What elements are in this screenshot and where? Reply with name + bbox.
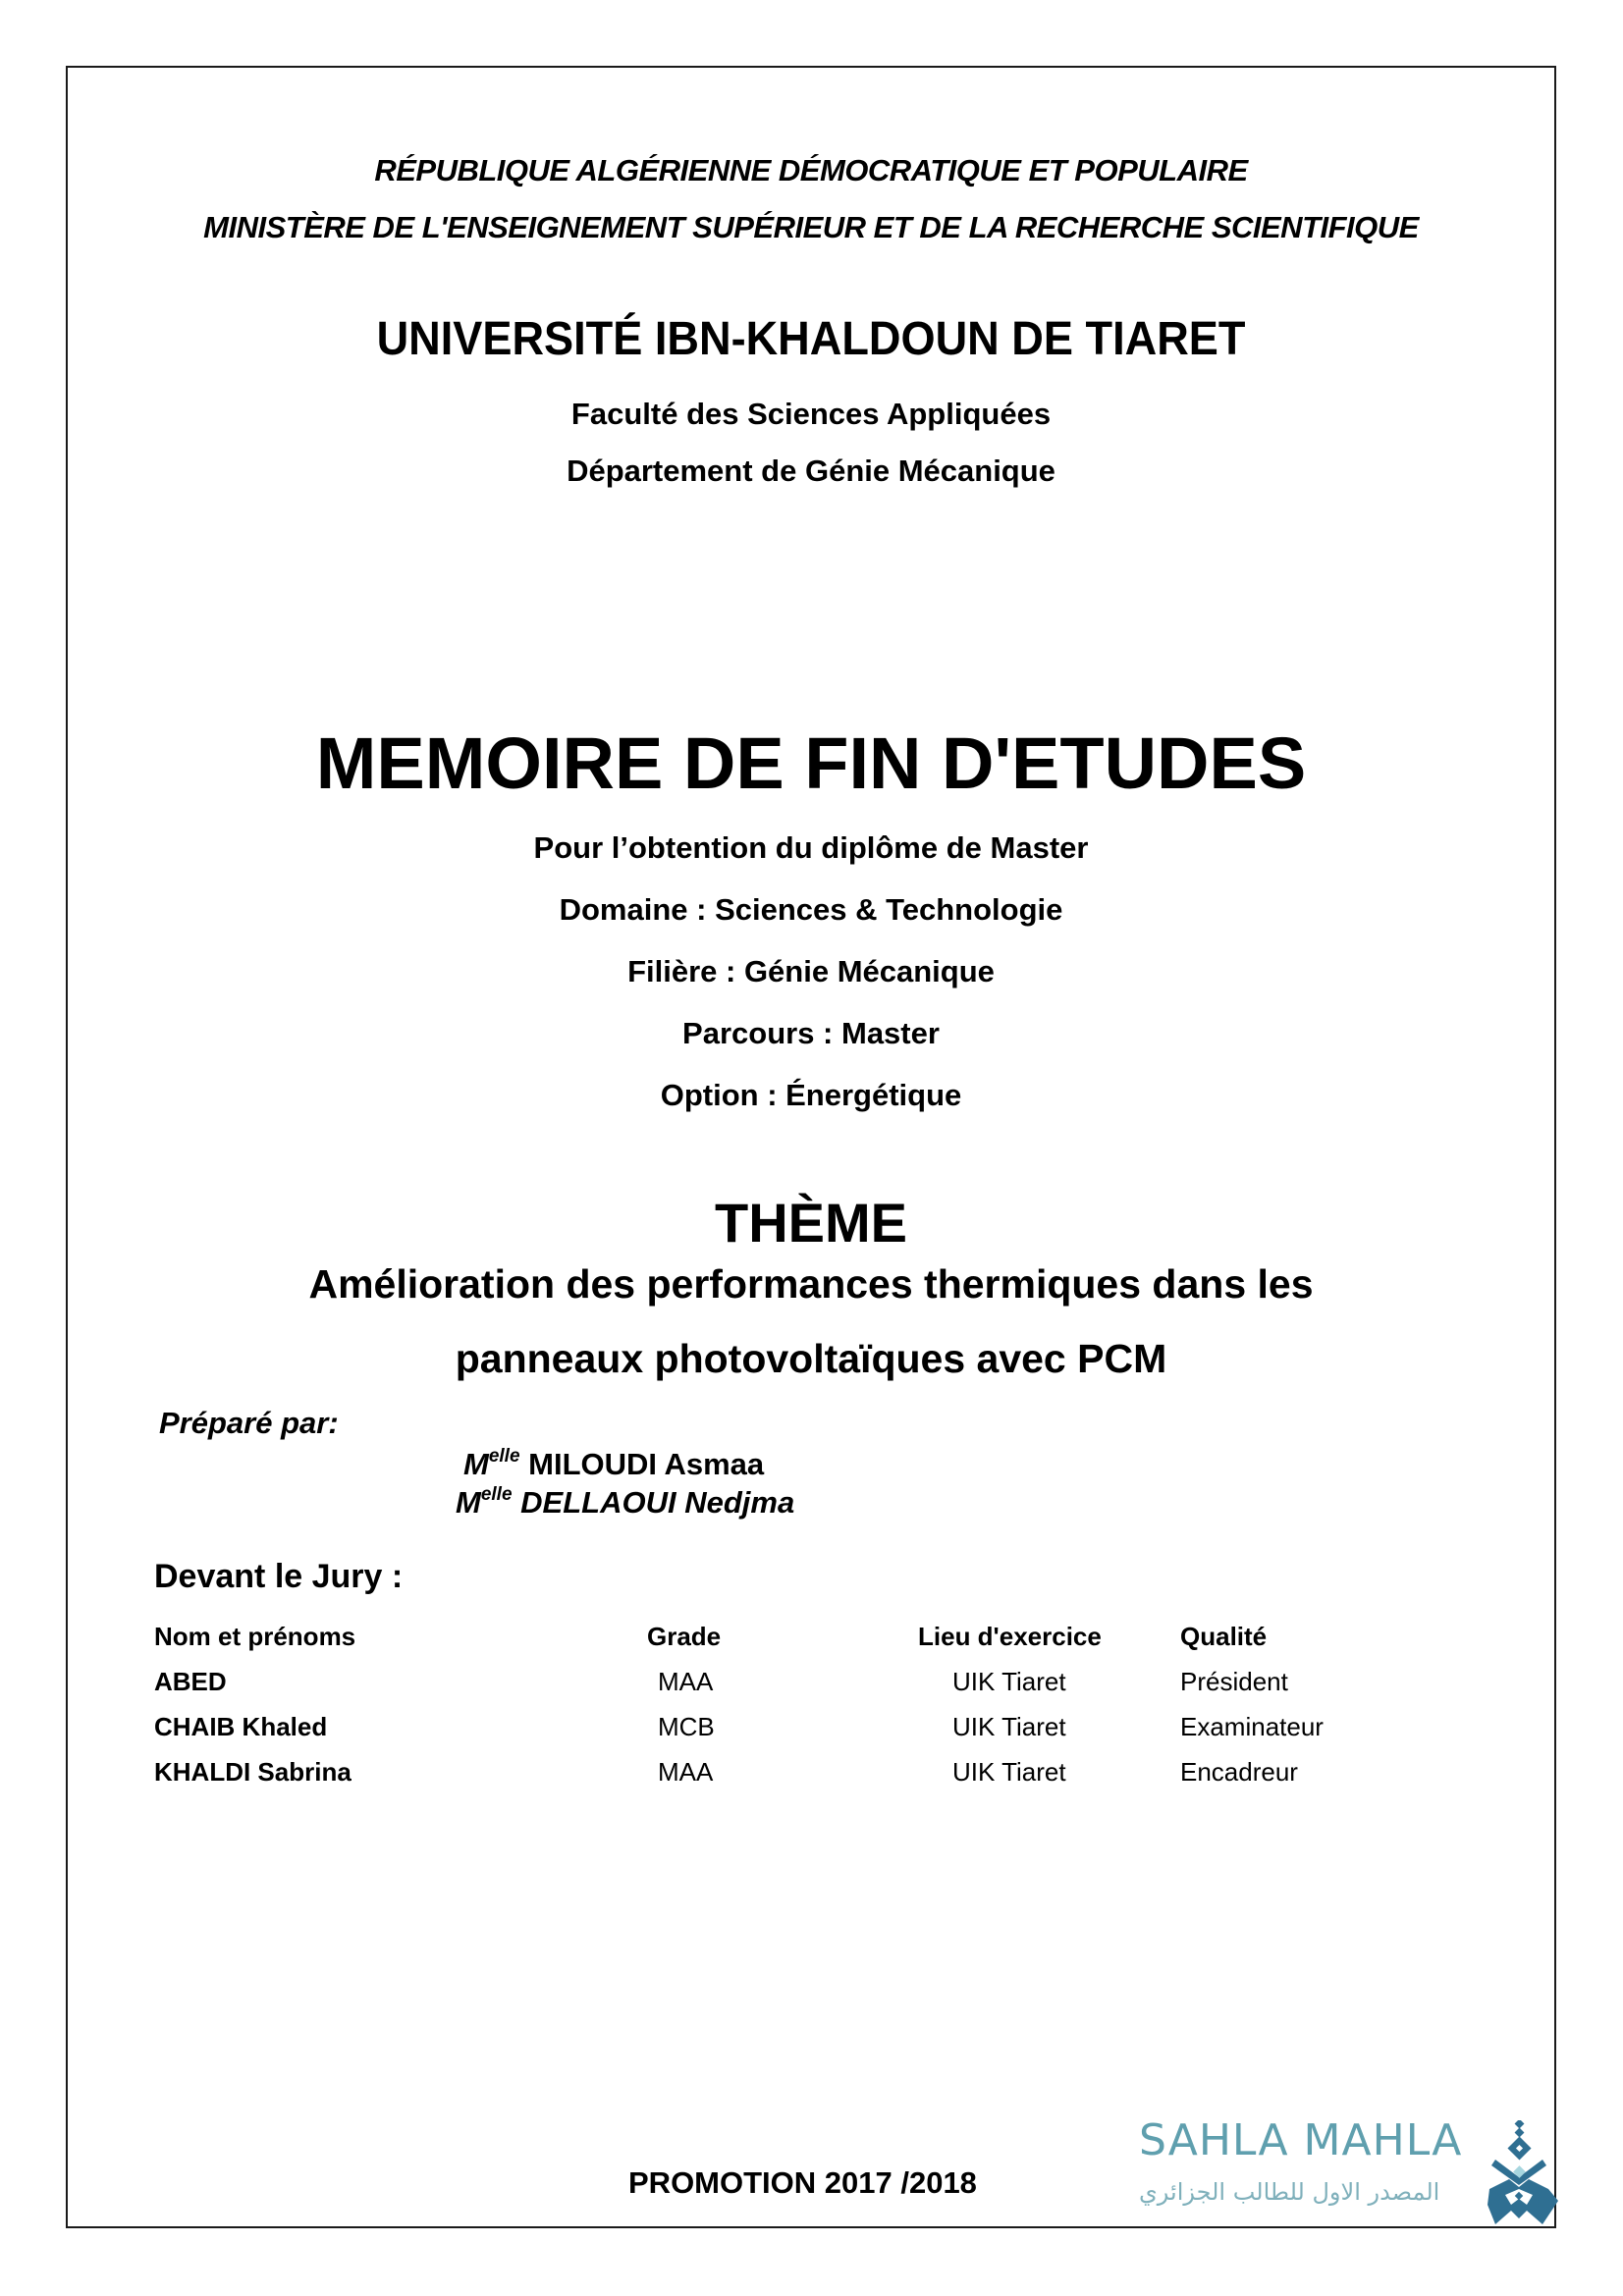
- jury-row-3-name: KHALDI Sabrina: [154, 1757, 352, 1787]
- option-line: Option : Énergétique: [660, 1078, 962, 1112]
- column-header-role: Qualité: [1180, 1622, 1268, 1651]
- column-header-name: Nom et prénoms: [154, 1622, 356, 1651]
- jury-heading: Devant le Jury :: [154, 1558, 404, 1595]
- student-title: M: [456, 1485, 481, 1520]
- theme-title-line-1: Amélioration des performances thermiques dans les: [308, 1261, 1314, 1307]
- watermark-tagline: المصدر الاول للطالب الجزائري: [1139, 2178, 1440, 2206]
- parcours-line: Parcours : Master: [682, 1016, 940, 1050]
- filiere-line: Filière : Génie Mécanique: [627, 954, 995, 988]
- calligraphy-emblem-icon: [1488, 2120, 1561, 2228]
- watermark-brand: SAHLA MAHLA: [1139, 2115, 1463, 2165]
- theme-title-line-2: panneaux photovoltaïques avec PCM: [455, 1336, 1167, 1381]
- page-border: [66, 66, 1556, 2228]
- student-title: M: [463, 1447, 489, 1481]
- university-name: UNIVERSITÉ IBN-KHALDOUN DE TIARET: [376, 313, 1246, 365]
- jury-row-1-name: ABED: [154, 1667, 227, 1696]
- jury-row-1-location: UIK Tiaret: [952, 1667, 1066, 1696]
- jury-row-1-grade: MAA: [658, 1667, 714, 1696]
- column-header-grade: Grade: [647, 1622, 722, 1651]
- department-name: Département de Génie Mécanique: [567, 454, 1055, 488]
- theme-heading: THÈME: [715, 1192, 907, 1254]
- jury-row-2-location: UIK Tiaret: [952, 1712, 1066, 1741]
- prepared-by-label: Préparé par:: [159, 1406, 339, 1440]
- republic-header: RÉPUBLIQUE ALGÉRIENNE DÉMOCRATIQUE ET POPULAIRE: [374, 153, 1248, 187]
- column-header-location: Lieu d'exercice: [918, 1622, 1102, 1651]
- jury-row-3-location: UIK Tiaret: [952, 1757, 1066, 1787]
- student-title-sup: elle: [480, 1483, 513, 1505]
- jury-row-1-role: Président: [1180, 1667, 1288, 1696]
- domain-line: Domaine : Sciences & Technologie: [559, 892, 1063, 927]
- ministry-header: MINISTÈRE DE L'ENSEIGNEMENT SUPÉRIEUR ET DE LA RECHERCHE SCIENTIFIQUE: [203, 210, 1419, 244]
- jury-row-3-grade: MAA: [658, 1757, 714, 1787]
- jury-row-2-name: CHAIB Khaled: [154, 1712, 328, 1741]
- jury-row-2-grade: MCB: [658, 1712, 715, 1741]
- student-title-sup: elle: [488, 1445, 520, 1467]
- diploma-line: Pour l’obtention du diplôme de Master: [533, 830, 1089, 865]
- jury-row-3-role: Encadreur: [1180, 1757, 1298, 1787]
- jury-row-2-role: Examinateur: [1180, 1712, 1324, 1741]
- promotion-year: PROMOTION 2017 /2018: [628, 2165, 977, 2200]
- student-1: [463, 1447, 764, 1482]
- student-name: MILOUDI Asmaa: [528, 1447, 765, 1481]
- faculty-name: Faculté des Sciences Appliquées: [570, 397, 1052, 431]
- student-name: DELLAOUI Nedjma: [520, 1485, 795, 1520]
- student-2: [456, 1485, 794, 1521]
- sahla-mahla-watermark: [1139, 2115, 1561, 2238]
- document-title: MEMOIRE DE FIN D'ETUDES: [315, 722, 1307, 804]
